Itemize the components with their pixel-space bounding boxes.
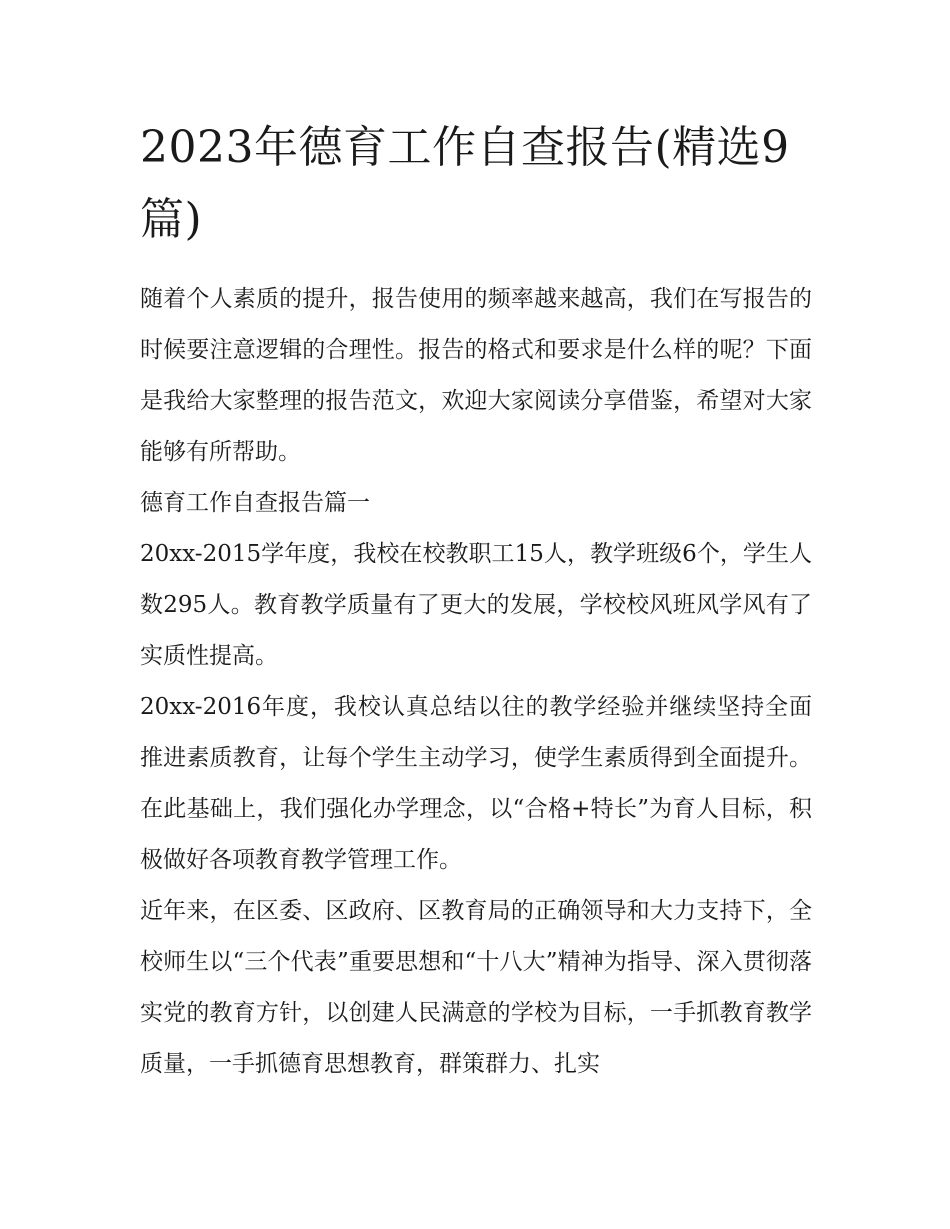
intro-paragraph: 随着个人素质的提升，报告使用的频率越来越高，我们在写报告的时候要注意逻辑的合理性。报告的格式和要求是什么样的呢？下面是我给大家整理的报告范文，欢迎大家阅读分享借鉴，希望对大家能够有所帮助。	[140, 286, 812, 465]
body-paragraph: 近年来，在区委、区政府、区教育局的正确领导和大力支持下，全校师生以“三个代表”重要思想和“十八大”精神为指导、深入贯彻落实党的教育方针，以创建人民满意的学校为目标，一手抓教育教学质量，一手抓德育思想教育，群策群力、扎实	[140, 898, 812, 1077]
body-paragraph: 20xx-2016年度，我校认真总结以往的教学经验并继续坚持全面推进素质教育，让每个学生主动学习，使学生素质得到全面提升。在此基础上，我们强化办学理念，以“合格+特长”为育人目标，积极做好各项教育教学管理工作。	[140, 694, 812, 873]
document-title: 2023年德育工作自查报告(精选9篇)	[140, 122, 790, 245]
section-heading: 德育工作自查报告篇一	[140, 490, 370, 516]
body-paragraph: 20xx-2015学年度，我校在校教职工15人，教学班级6个，学生人数295人。教育教学质量有了更大的发展，学校校风班风学风有了实质性提高。	[140, 541, 812, 669]
document-content	[140, 112, 812, 1090]
